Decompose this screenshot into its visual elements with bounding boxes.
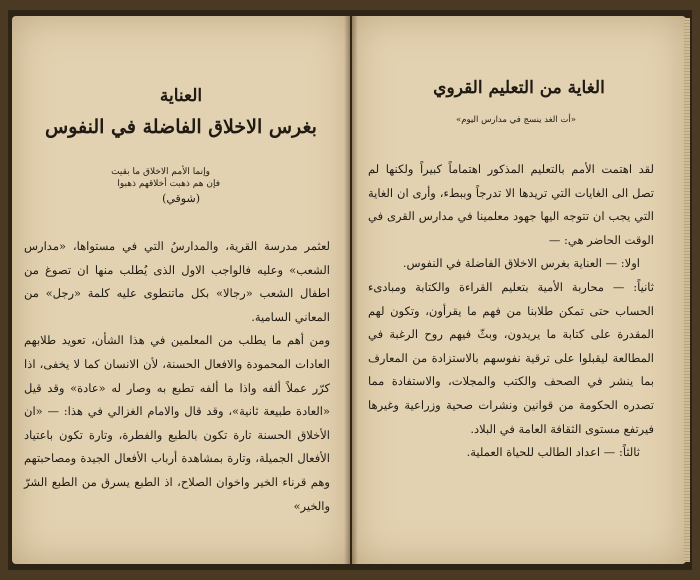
left-paragraph-1: لعثمر مدرسة القرية، والمدارسُ التي في مستواها، «مدارس الشعب» وعليه فالواجب الاول الذى يُطلب منها ان تصوغ من اطفال الشعب «رجالا» بكل ماتنطوى عليه كلمة «رجل» من المعاني السامية. [24,239,330,324]
left-body [24,235,330,518]
left-page [12,16,350,564]
poem-line-1: وإنما الأمم الاخلاق ما بقيت [111,167,210,177]
right-subtitle: «أت الغد ينسج في مدارس اليوم» [456,115,576,125]
right-point-1: اولا: — العناية بغرس الاخلاق الفاضلة في النفوس. [402,256,640,271]
left-paragraph-2: ومن أهم ما يطلب من المعلمين في هذا الشأن، تعويد طلابهم العادات المحمودة والافعال الحسنة، لأن الانسان كما لا يخفى، اذا كرّر عملاً ألفه واذا ما ألفه تطبع به وصار له «عادة» وقد قيل «العادة طبيعة ثانية»، وقد قال والامام الغزالي في هذا: — «ان الأخلاق الحسنة تارة تكون بالطبع والفطرة، وتارة تكون باعتياد الأفعال الجميلة، وتارة بمشاهدة أرباب الأفعال الجيدة ومصاحبتهم وهم قرناء الخير واخوان الصلاح، اذ الطبع يسرق من الطبع الشرّ والخير» [24,333,330,513]
right-point-2: ثانياً: — محاربة الأمية بتعليم القراءة والكتابة ومبادىء الحساب حتى تمكن طلابنا من فهم ما يقرأون، وتكون لهم المقدرة على كتابة ما يريدون، وبثّ فيهم روح الرغبة في المطالعة ليقبلوا على ترقية نفوسهم بالاستزادة من المعارف بما ينشر في الصحف والكتب والمجلات، والاستفادة مما تصدره الحكومة من قوانين ونشرات صحية وزراعية وغيرها فيرتفع مستوى الثقافة العامة في البلاد. [368,279,654,436]
page-edges [684,18,690,562]
poet-name: (شوقي) [162,192,200,205]
left-title: بغرس الاخلاق الفاضلة في النفوس [45,116,317,138]
right-point-3: ثالثاً: — اعداد الطالب للحياة العملية. [466,445,640,460]
right-intro: لقد اهتمت الأمم بالتعليم المذكور اهتماماً كبيراً ولكنها لم تصل الى الغايات التي تريدها الا تدرجاً وببطء، وأرى ان الغاية التي يجب ان تتوجه اليها جهود معلمينا في مدارس القرى في الوقت الحاضر هي: — [368,162,654,247]
right-body [368,158,654,465]
poem-line-2: فإن هم ذهبت أخلاقهم ذهبوا [117,179,220,189]
right-page [352,16,686,564]
book-gutter [344,16,358,564]
right-title: الغاية من التعليم القروي [433,78,605,98]
left-heading: العناية [159,86,203,106]
book-spread [8,10,692,570]
